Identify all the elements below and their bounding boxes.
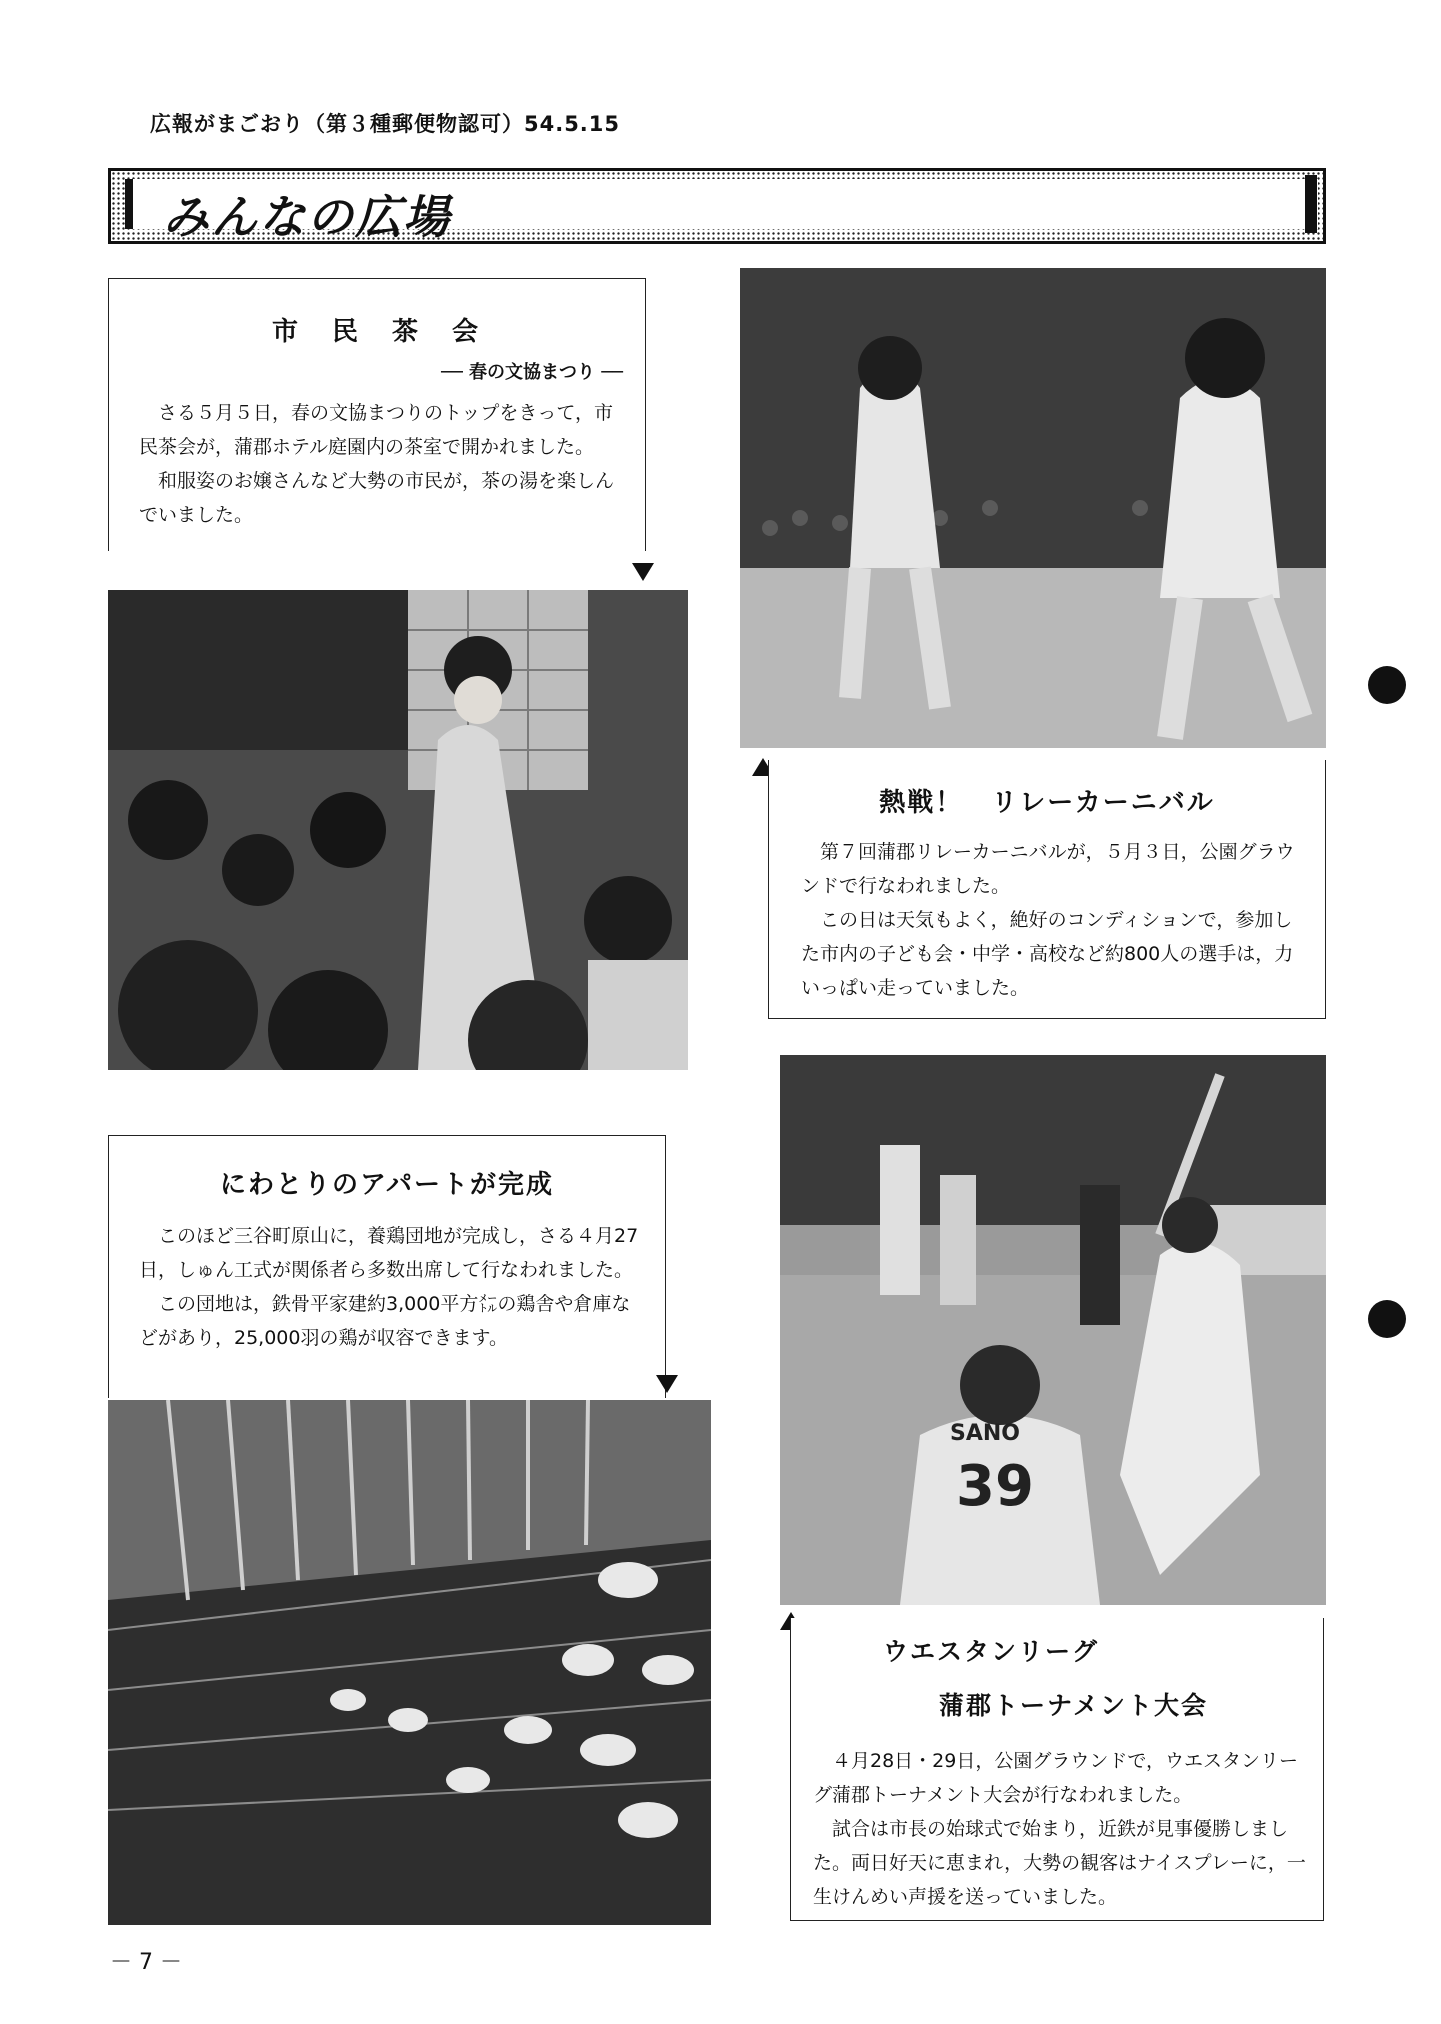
- article-tea-paragraph: さる５月５日，春の文協まつりのトップをきって，市民茶会が，蒲郡ホテル庭園内の茶室で開かれました。: [139, 402, 614, 458]
- binder-hole-icon: [1368, 666, 1406, 704]
- baseball-photo: [780, 1055, 1326, 1605]
- article-tea-title: 市 民 茶 会: [271, 317, 482, 347]
- jersey-name: SANO: [950, 1421, 1020, 1446]
- arrow-down-icon: [656, 1375, 678, 1393]
- tea-ceremony-photo: [108, 590, 688, 1070]
- article-tea-paragraph: 和服姿のお嬢さんなど大勢の市民が，茶の湯を楽しんでいました。: [139, 470, 615, 526]
- article-tea-subtitle: ── 春の文協まつり ──: [441, 362, 623, 383]
- relay-photo: [740, 268, 1326, 748]
- jersey-number: 39: [956, 1454, 1034, 1519]
- section-banner: [108, 168, 1326, 244]
- article-baseball-paragraph: 試合は市長の始球式で始まり，近鉄が見事優勝しました。両日好天に恵まれ，大勢の観客はナイスプレーに，一生けんめい声援を送っていました。: [813, 1818, 1306, 1908]
- article-chicken-paragraph: このほど三谷町原山に，養鶏団地が完成し，さる４月27日，しゅん工式が関係者ら多数出席して行なわれました。: [139, 1225, 639, 1281]
- article-relay-title: 熱戦！ リレーカーニバル: [879, 788, 1215, 818]
- article-relay-box: [768, 760, 1326, 1019]
- article-tea-box: [108, 278, 646, 551]
- article-chicken-box: [108, 1135, 666, 1398]
- article-chicken-title: にわとりのアパートが完成: [220, 1170, 554, 1200]
- article-relay-paragraph: この日は天気もよく，絶好のコンディションで，参加した市内の子ども会・中学・高校など約800人の選手は，力いっぱい走っていました。: [801, 909, 1294, 999]
- arrow-down-icon: [632, 563, 654, 581]
- article-relay-paragraph: 第７回蒲郡リレーカーニバルが，５月３日，公園グラウンドで行なわれました。: [801, 841, 1295, 897]
- chicken-coop-photo: [108, 1400, 711, 1925]
- banner-title: みんなの広場: [163, 190, 451, 244]
- article-baseball-title-line1: ウエスタンリーグ: [883, 1637, 1100, 1666]
- publication-header: 広報がまごおり（第３種郵便物認可）54.5.15: [150, 112, 621, 136]
- article-chicken-paragraph: この団地は，鉄骨平家建約3,000平方㍍の鶏舎や倉庫などがあり，25,000羽の鶏が収容できます。: [139, 1293, 631, 1349]
- article-baseball-paragraph: ４月28日・29日，公園グラウンドで，ウエスタンリーグ蒲郡トーナメント大会が行なわれました。: [813, 1750, 1298, 1806]
- article-baseball-box: [790, 1618, 1324, 1921]
- binder-hole-icon: [1368, 1300, 1406, 1338]
- page-number: － 7 －: [110, 1950, 182, 1975]
- article-baseball-title-line2: 蒲郡トーナメント大会: [939, 1691, 1209, 1720]
